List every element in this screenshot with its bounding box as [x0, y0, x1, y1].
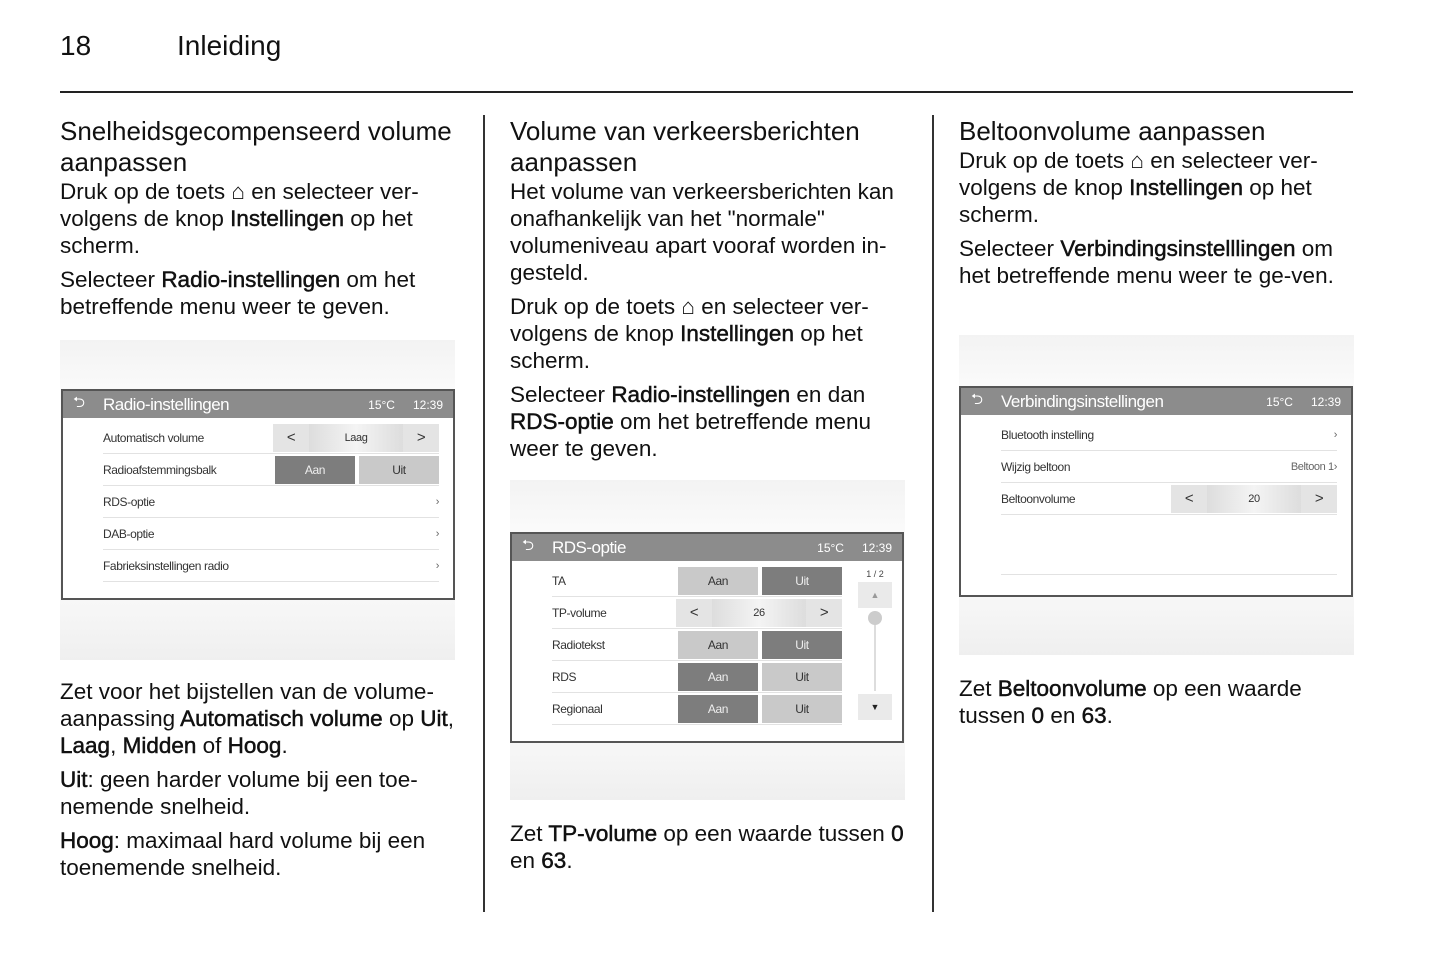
- section-verkeer: [510, 116, 908, 469]
- settings-row: [103, 454, 439, 486]
- text: Zet voor het bijstellen van de volume-aanpassing: [60, 679, 434, 731]
- text: Selecteer: [60, 267, 162, 292]
- settings-row: [552, 661, 842, 693]
- temperature: 15°C: [1266, 394, 1293, 409]
- back-icon[interactable]: ⮌: [522, 537, 535, 554]
- infotainment-screen: [959, 386, 1353, 597]
- section-beltoon: [959, 116, 1357, 296]
- paragraph: [510, 820, 908, 874]
- on-off-toggle: [275, 456, 439, 484]
- toggle-on-button[interactable]: Aan: [678, 663, 758, 691]
- toggle-on-button[interactable]: Aan: [275, 456, 355, 484]
- value-stepper: [1171, 485, 1337, 513]
- setting-label: Fabrieksinstellingen radio: [103, 558, 229, 573]
- setting-label: TA: [552, 573, 566, 588]
- paragraph: [60, 827, 458, 881]
- paragraph: [510, 381, 908, 462]
- screen-title: Verbindingsinstellingen: [1001, 391, 1164, 411]
- settings-list: [512, 561, 902, 725]
- text: Druk op de toets: [60, 179, 232, 204]
- clock: 12:39: [412, 397, 443, 412]
- paragraph: [60, 178, 458, 259]
- settings-row[interactable]: [103, 518, 439, 550]
- stepper-value: 26: [712, 599, 806, 627]
- bold-term: Midden: [122, 733, 197, 758]
- bold-term: 63: [541, 848, 567, 873]
- back-icon[interactable]: ⮌: [73, 394, 86, 411]
- setting-label: Radioafstemmingsbalk: [103, 462, 217, 477]
- value-stepper: [273, 424, 439, 452]
- screen-title: RDS-optie: [552, 537, 626, 557]
- bold-term: 0: [891, 821, 904, 846]
- page-number: 18: [60, 30, 92, 61]
- settings-row: [103, 422, 439, 454]
- temperature: 15°C: [817, 540, 844, 555]
- on-off-toggle: [678, 631, 842, 659]
- text: om het betreffende menu weer te ge-ven.: [959, 236, 1334, 288]
- text: .: [1106, 703, 1113, 728]
- text: en selecteer ver-volgens de knop: [510, 294, 869, 346]
- setting-label: TP-volume: [552, 605, 607, 620]
- temperature: 15°C: [368, 397, 395, 412]
- settings-row[interactable]: [103, 486, 439, 518]
- increase-button[interactable]: >: [1301, 485, 1337, 513]
- settings-list: [961, 415, 1351, 575]
- paragraph: [510, 293, 908, 374]
- paragraph: [959, 147, 1357, 228]
- section-heading: Volume van verkeersberichten aanpassen: [510, 116, 860, 177]
- setting-label: RDS-optie: [103, 494, 155, 509]
- screen-title-bar: [961, 388, 1351, 415]
- paragraph: [60, 266, 458, 320]
- settings-row: [552, 565, 842, 597]
- settings-row[interactable]: [103, 550, 439, 582]
- section-text: [60, 678, 458, 888]
- text: en: [1044, 703, 1082, 728]
- header-rule: [60, 91, 1353, 93]
- toggle-on-button[interactable]: Aan: [678, 631, 758, 659]
- screen-title: Radio-instellingen: [103, 394, 230, 414]
- text: Druk op de toets: [959, 148, 1131, 173]
- back-icon[interactable]: ⮌: [971, 391, 984, 408]
- settings-row[interactable]: [1001, 419, 1337, 451]
- chevron-right-icon: ›: [435, 559, 439, 572]
- settings-row: [552, 597, 842, 629]
- home-icon: ⌂: [1130, 148, 1144, 173]
- text: : geen harder volume bij een toe-nemende snelheid.: [60, 767, 418, 819]
- bold-term: Laag: [60, 733, 111, 758]
- toggle-off-button[interactable]: Uit: [359, 456, 439, 484]
- bold-term: TP-volume: [548, 821, 658, 846]
- setting-label: Radiotekst: [552, 637, 605, 652]
- section-heading: Beltoonvolume aanpassen: [959, 116, 1266, 146]
- bold-term: Beltoonvolume: [997, 676, 1147, 701]
- text: : maximaal hard volume bij een toenemende snelheid.: [60, 828, 426, 880]
- increase-button[interactable]: >: [403, 424, 439, 452]
- chevron-right-icon: ›: [1333, 428, 1337, 441]
- decrease-button[interactable]: <: [1171, 485, 1207, 513]
- chevron-right-icon: ›: [1333, 460, 1337, 473]
- setting-value: Beltoon 1: [1290, 460, 1334, 473]
- page-indicator: 1 / 2: [866, 569, 884, 579]
- setting-label: Beltoonvolume: [1001, 491, 1076, 506]
- increase-button[interactable]: >: [806, 599, 842, 627]
- decrease-button[interactable]: <: [273, 424, 309, 452]
- settings-row: [552, 629, 842, 661]
- bold-term: Automatisch volume: [180, 706, 383, 731]
- toggle-off-button[interactable]: Uit: [762, 567, 842, 595]
- text: op een waarde tussen: [657, 821, 892, 846]
- on-off-toggle: [678, 567, 842, 595]
- text: Selecteer: [959, 236, 1061, 261]
- text: om het betreffende menu weer te geven.: [510, 409, 872, 461]
- value-stepper: [676, 599, 842, 627]
- setting-label: RDS: [552, 669, 577, 684]
- home-icon: ⌂: [681, 294, 695, 319]
- home-icon: ⌂: [231, 179, 245, 204]
- setting-label: Wijzig beltoon: [1001, 459, 1071, 474]
- bold-term: Instellingen: [230, 206, 344, 231]
- clock: 12:39: [861, 540, 892, 555]
- infotainment-screen: [510, 532, 904, 743]
- toggle-on-button[interactable]: Aan: [678, 567, 758, 595]
- setting-label: Bluetooth instelling: [1001, 427, 1094, 442]
- text: .: [281, 733, 288, 758]
- settings-row: [1001, 483, 1337, 515]
- paragraph: [959, 235, 1357, 289]
- scroll-thumb[interactable]: [868, 611, 882, 625]
- text: op: [382, 706, 421, 731]
- scroll-up-button[interactable]: ▲: [858, 582, 892, 608]
- bold-term: Instellingen: [680, 321, 794, 346]
- chapter-title: Inleiding: [177, 30, 282, 61]
- text: en dan: [790, 382, 866, 407]
- text: of: [196, 733, 228, 758]
- toggle-off-button[interactable]: Uit: [762, 695, 842, 723]
- settings-row[interactable]: [1001, 451, 1337, 483]
- section-text: [510, 820, 908, 881]
- screen-title-bar: [63, 391, 453, 418]
- text: op een waarde tussen: [959, 676, 1302, 728]
- bold-term: 63: [1081, 703, 1107, 728]
- text: op het scherm.: [60, 206, 413, 258]
- text: ,: [447, 706, 454, 731]
- paragraph: [510, 178, 908, 286]
- setting-label: DAB-optie: [103, 526, 155, 541]
- settings-list: [63, 418, 453, 582]
- section-snelheid: [60, 116, 458, 327]
- on-off-toggle: [678, 663, 842, 691]
- bold-term: Instellingen: [1129, 175, 1243, 200]
- bold-term: Verbindingsinstelllingen: [1060, 236, 1296, 261]
- text: Het volume van verkeersberichten kan onafhankelijk van het "normale" volumeniveau apart vooraf worden in-gesteld.: [510, 179, 894, 285]
- clock: 12:39: [1310, 394, 1341, 409]
- scroll-down-button[interactable]: ▼: [858, 694, 892, 720]
- bold-term: Radio-instellingen: [611, 382, 791, 407]
- stepper-value: 20: [1207, 485, 1301, 513]
- section-heading: Snelheidsgecompenseerd volume aanpassen: [60, 116, 452, 177]
- on-off-toggle: [678, 695, 842, 723]
- text: en: [510, 848, 542, 873]
- stepper-value: Laag: [309, 424, 403, 452]
- infotainment-screen: [61, 389, 455, 600]
- setting-label: Regionaal: [552, 701, 603, 716]
- toggle-off-button[interactable]: Uit: [762, 663, 842, 691]
- text: en selecteer ver-volgens de knop: [60, 179, 419, 231]
- paragraph: [60, 678, 458, 759]
- toggle-on-button[interactable]: Aan: [678, 695, 758, 723]
- scroll-track[interactable]: [874, 611, 876, 691]
- paragraph: [959, 675, 1357, 729]
- bold-term: Uit: [60, 767, 88, 792]
- bold-term: Hoog: [227, 733, 282, 758]
- text: om het betreffende menu weer te geven.: [60, 267, 416, 319]
- text: en selecteer ver-volgens de knop: [959, 148, 1318, 200]
- text: ,: [110, 733, 123, 758]
- section-text: [959, 675, 1357, 736]
- chevron-right-icon: ›: [435, 495, 439, 508]
- bold-term: Hoog: [60, 828, 114, 853]
- text: op het scherm.: [959, 175, 1312, 227]
- column-divider: [483, 115, 485, 912]
- paragraph: [60, 766, 458, 820]
- chevron-right-icon: ›: [435, 527, 439, 540]
- column-divider: [932, 115, 934, 912]
- settings-row: [1001, 515, 1337, 575]
- setting-label: Automatisch volume: [103, 430, 204, 445]
- text: op het scherm.: [510, 321, 863, 373]
- settings-row: [552, 693, 842, 725]
- text: .: [566, 848, 573, 873]
- bold-term: 0: [1031, 703, 1045, 728]
- bold-term: RDS-optie: [510, 409, 614, 434]
- text: Zet: [959, 676, 998, 701]
- decrease-button[interactable]: <: [676, 599, 712, 627]
- text: Selecteer: [510, 382, 612, 407]
- bold-term: Radio-instellingen: [161, 267, 341, 292]
- bold-term: Uit: [420, 706, 448, 731]
- toggle-off-button[interactable]: Uit: [762, 631, 842, 659]
- text: Druk op de toets: [510, 294, 682, 319]
- scrollbar[interactable]: [858, 569, 892, 723]
- text: Zet: [510, 821, 549, 846]
- screen-title-bar: [512, 534, 902, 561]
